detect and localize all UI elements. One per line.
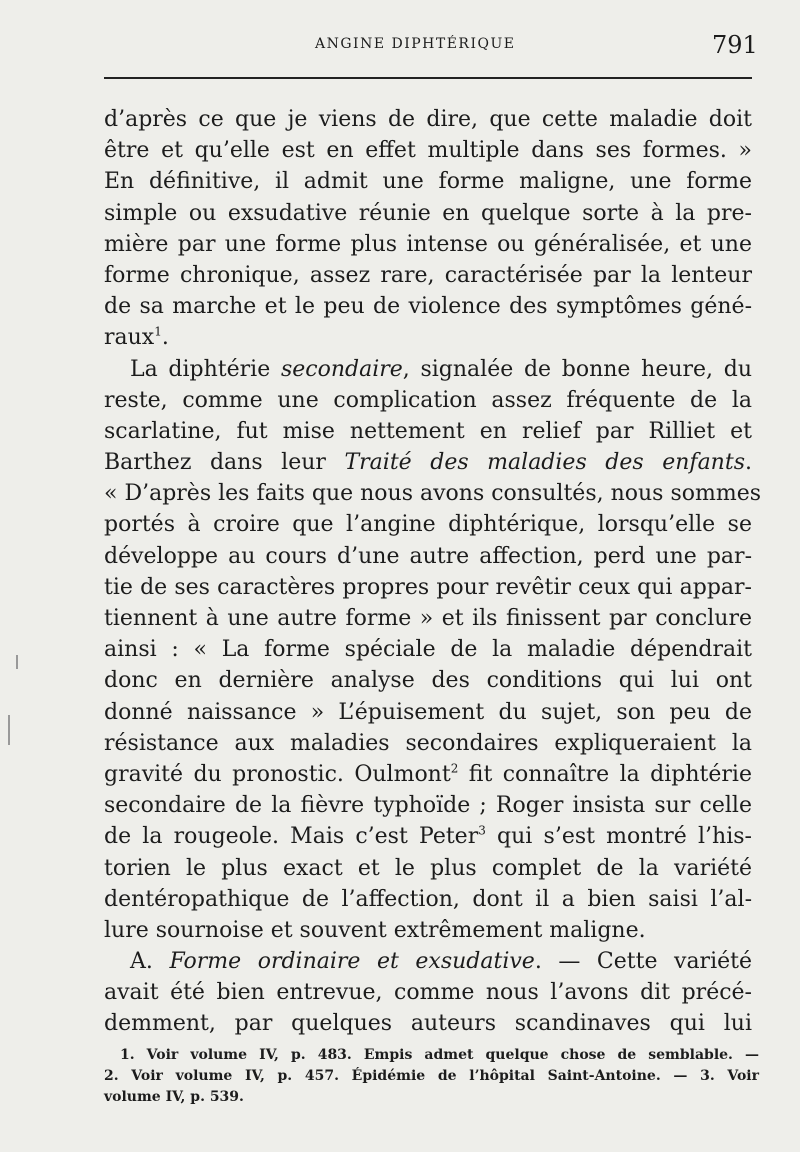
text-span: . [161,325,169,351]
text-line: lure sournoise et souvent extrêmement maligne. [104,917,646,943]
footnote-line: 1. Voir volume IV, p. 483. Empis admet quelque chose de semblable. — [120,1047,759,1063]
text-span: raux [104,325,155,351]
footnote-line: 2. Voir volume IV, p. 457. Épidémie de l’hôpital Saint-Antoine. — 3. Voir [104,1068,759,1084]
text-line: simple ou exsudative réunie en quelque sorte à la pre- [104,200,752,226]
text-span: qui s’est montré l’his- [485,824,752,850]
body-text [104,104,762,1040]
text-line: développe au cours d’une autre affection, perd une par- [104,543,752,569]
text-line: tie de ses caractères propres pour revêtir ceux qui appar- [104,574,752,600]
text-line: être et qu’elle est en effet multiple dans ses formes. » [104,138,752,164]
text-line [104,322,752,353]
text-line: portés à croire que l’angine diphtérique, lorsqu’elle se [104,512,752,538]
section-heading-line [104,946,752,977]
text-line: de sa marche et le peu de violence des symptômes géné- [104,294,752,320]
text-line: En définitive, il admit une forme maligne, une forme [104,169,752,195]
running-header: ANGINE DIPHTÉRIQUE [315,36,516,52]
paragraph-start-line [104,354,752,385]
text-line: dentéropathique de l’affection, dont il a bien saisi l’al- [104,886,752,912]
header-rule [104,77,752,79]
text-span: de la rougeole. Mais c’est Peter [104,824,479,850]
text-span: gravité du pronostic. Oulmont [104,761,451,787]
footnote-ref: 3 [478,823,486,838]
margin-mark [16,655,18,669]
text-line: donné naissance » L’épuisement du sujet, son peu de [104,699,752,725]
text-span: . [744,450,752,476]
text-line: avait été bien entrevue, comme nous l’avons dit précé- [104,980,752,1006]
footnote-ref: 1 [154,324,162,339]
footnote-ref: 2 [450,761,459,776]
text-line: torien le plus exact et le plus complet de la variété [104,855,752,881]
text-line: d’après ce que je viens de dire, que cette maladie doit [104,107,752,132]
text-line: reste, comme une complication assez fréquente de la [104,387,752,413]
text-span: La diphtérie [130,356,281,382]
text-span: Barthez dans leur [104,450,345,476]
section-letter: A. [130,949,170,975]
text-line: résistance aux maladies secondaires expliqueraient la [104,730,752,756]
text-line: ainsi : « La forme spéciale de la maladie dépendrait [104,637,752,663]
italic-term: secondaire [280,356,403,382]
italic-section-title: Forme ordinaire et exsudative [169,949,535,975]
text-line [104,447,752,478]
text-span: , signalée de bonne heure, du [402,356,753,382]
footnotes [104,1045,759,1108]
text-line: scarlatine, fut mise nettement en relief par Rilliet et [104,418,752,444]
text-span: . — Cette variété [534,949,752,975]
text-line: mière par une forme plus intense ou généralisée, et une [104,231,752,257]
text-line [104,759,752,790]
text-line [104,821,752,852]
text-line: secondaire de la fièvre typhoïde ; Roger insista sur celle [104,793,752,819]
footnote-line: volume IV, p. 539. [104,1089,244,1105]
text-line: tiennent à une autre forme » et ils finissent par conclure [104,606,752,631]
text-line: « D’après les faits que nous avons consultés, nous sommes [104,481,762,507]
margin-mark [8,715,10,745]
page-number: 791 [712,31,758,59]
text-span: fit connaître la diphtérie [458,761,752,787]
text-line: forme chronique, assez rare, caractérisée par la lenteur [104,262,752,288]
italic-book-title: Traité des maladies des enfants [344,450,745,476]
text-line: demment, par quelques auteurs scandinaves qui lui [104,1011,752,1037]
text-line: donc en dernière analyse des conditions qui lui ont [104,668,752,694]
